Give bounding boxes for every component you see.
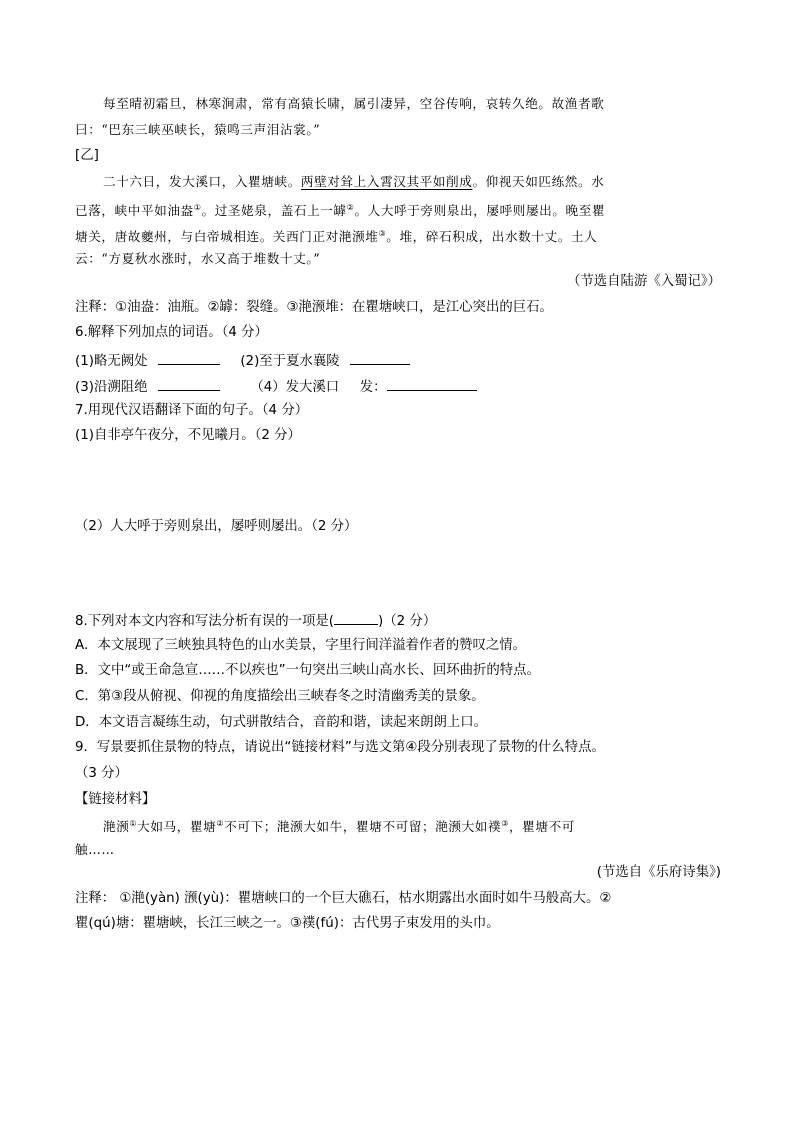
yi-line1-pre: 二十六日，发大溪口，入瞿塘峡。	[103, 174, 301, 189]
note-marker-1: ①	[193, 203, 202, 212]
jia-passage-line-2: 曰：“巴东三峡巫峡长，猿鸣三声泪沾裳。”	[75, 122, 321, 137]
q6-item-1: (1)略无阙处	[75, 354, 148, 369]
link-notes-line-1: 注释： ①滟(yàn) 滪(yù)：瞿塘峡口的一个巨大礁石，枯水期露出水面时如牛马般高大。②	[75, 891, 612, 906]
jia-passage-line-1: 每至晴初霜旦，林寒涧肃，常有高猿长啸，属引凄异，空谷传响，哀转久绝。故渔者歌	[103, 96, 605, 111]
link-poem-d: ，瞿塘不可	[508, 819, 575, 835]
q8-option-c: C．第③段从俯视、仰视的角度描绘出三峡春冬之时清幽秀美的景象。	[75, 689, 485, 704]
link-poem-a: 滟滪	[103, 819, 130, 835]
q6-item-2: (2)至于夏水襄陵	[240, 354, 340, 369]
q6-answer-blank-1[interactable]	[158, 351, 220, 365]
passage-yi-label: [乙]	[75, 148, 99, 163]
q6-item-4: （4）发大溪口	[250, 380, 340, 395]
link-poem-b: 大如马，瞿塘	[137, 819, 217, 835]
yi-line2-c: 。人大呼于旁则泉出，屡呼则屡出。晚至瞿	[354, 203, 606, 219]
q6-stem: 6.解释下列加点的词语。（4 分）	[75, 325, 268, 340]
q6-answer-blank-2[interactable]	[350, 351, 410, 365]
yi-line2-b: 。过圣姥泉，盖石上一罅	[201, 203, 347, 219]
link-poem-c: 不可下；滟滪大如牛，瞿塘不可留；滟滪大如襆	[224, 819, 502, 835]
q8-stem	[75, 611, 436, 631]
link-note-marker-1: ①	[129, 819, 138, 828]
q8-option-a: A．本文展现了三峡独具特色的山水美景，字里行间洋溢着作者的赞叹之情。	[75, 638, 527, 653]
link-note-marker-3: ③	[501, 819, 509, 828]
link-source: (节选自《乐府诗集》)	[596, 865, 721, 880]
q7-sentence-2: （2）人大呼于旁则泉出，屡呼则屡出。（2 分）	[75, 519, 358, 534]
q8-stem-pre: 8.下列对本文内容和写法分析有误的一项是(	[75, 614, 335, 629]
link-notes-line-2: 瞿(qú)塘：瞿塘峡，长江三峡之一。③襆(fú)：古代男子束发用的头巾。	[75, 916, 500, 931]
q6-item-3: (3)沿溯阻绝	[75, 380, 148, 395]
q9-stem: 9．写景要抓住景物的特点，请说出“链接材料”与选文第④段分别表现了景物的什么特点。	[75, 740, 605, 755]
yi-source: （节选自陆游《入蜀记》）	[567, 274, 721, 289]
q8-option-d: D．本文语言凝练生动，句式骈散结合，音韵和谐，读起来朗朗上口。	[75, 715, 488, 730]
link-material-label: 【链接材料】	[75, 792, 156, 807]
link-poem-line-2: 触……	[75, 842, 115, 857]
q6-row-2	[75, 377, 477, 397]
q7-sentence-1: (1)自非亭午夜分，不见曦月。（2 分）	[75, 428, 301, 443]
underlined-sentence: 两壁对耸上入霄汉其平如削成	[300, 174, 473, 189]
note-marker-3: ③	[378, 229, 387, 238]
q9-score: （3 分）	[75, 766, 128, 781]
yi-line3-a: 塘关，唐故夔州，与白帝城相连。关西门正对滟滪堆	[75, 229, 379, 245]
yi-passage-line-4: 云：“方夏秋水涨时，水又高于堆数十丈。”	[75, 251, 321, 266]
q6-answer-blank-4[interactable]	[387, 377, 477, 391]
link-poem-line-1	[103, 815, 575, 836]
yi-line1-post: 。仰视天如匹练然。水	[472, 174, 605, 189]
note-marker-2: ②	[346, 203, 355, 212]
yi-passage-line-3	[75, 225, 597, 246]
yi-passage-line-2	[75, 199, 605, 220]
q7-stem: 7.用现代汉语翻译下面的句子。（4 分）	[75, 403, 309, 418]
q8-answer-blank[interactable]	[334, 611, 378, 625]
q6-item-4-word: 发：	[359, 380, 387, 395]
yi-line2-a: 已落，峡中平如油盎	[75, 203, 194, 219]
q8-option-b: B．文中“或王命急宣……不以疾也”一句突出三峡山高水长、回环曲折的特点。	[75, 663, 540, 678]
yi-passage-line-1	[103, 173, 604, 191]
yi-notes: 注释：①油盎：油瓶。②罅：裂缝。③滟滪堆：在瞿塘峡口，是江心突出的巨石。	[75, 300, 553, 315]
q6-row-1	[75, 351, 410, 371]
link-note-marker-2: ②	[216, 819, 225, 828]
q8-stem-post: )（2 分）	[378, 614, 437, 629]
q6-answer-blank-3[interactable]	[158, 377, 220, 391]
yi-line3-b: 。堆，碎石积成，出水数十丈。土人	[386, 229, 598, 245]
